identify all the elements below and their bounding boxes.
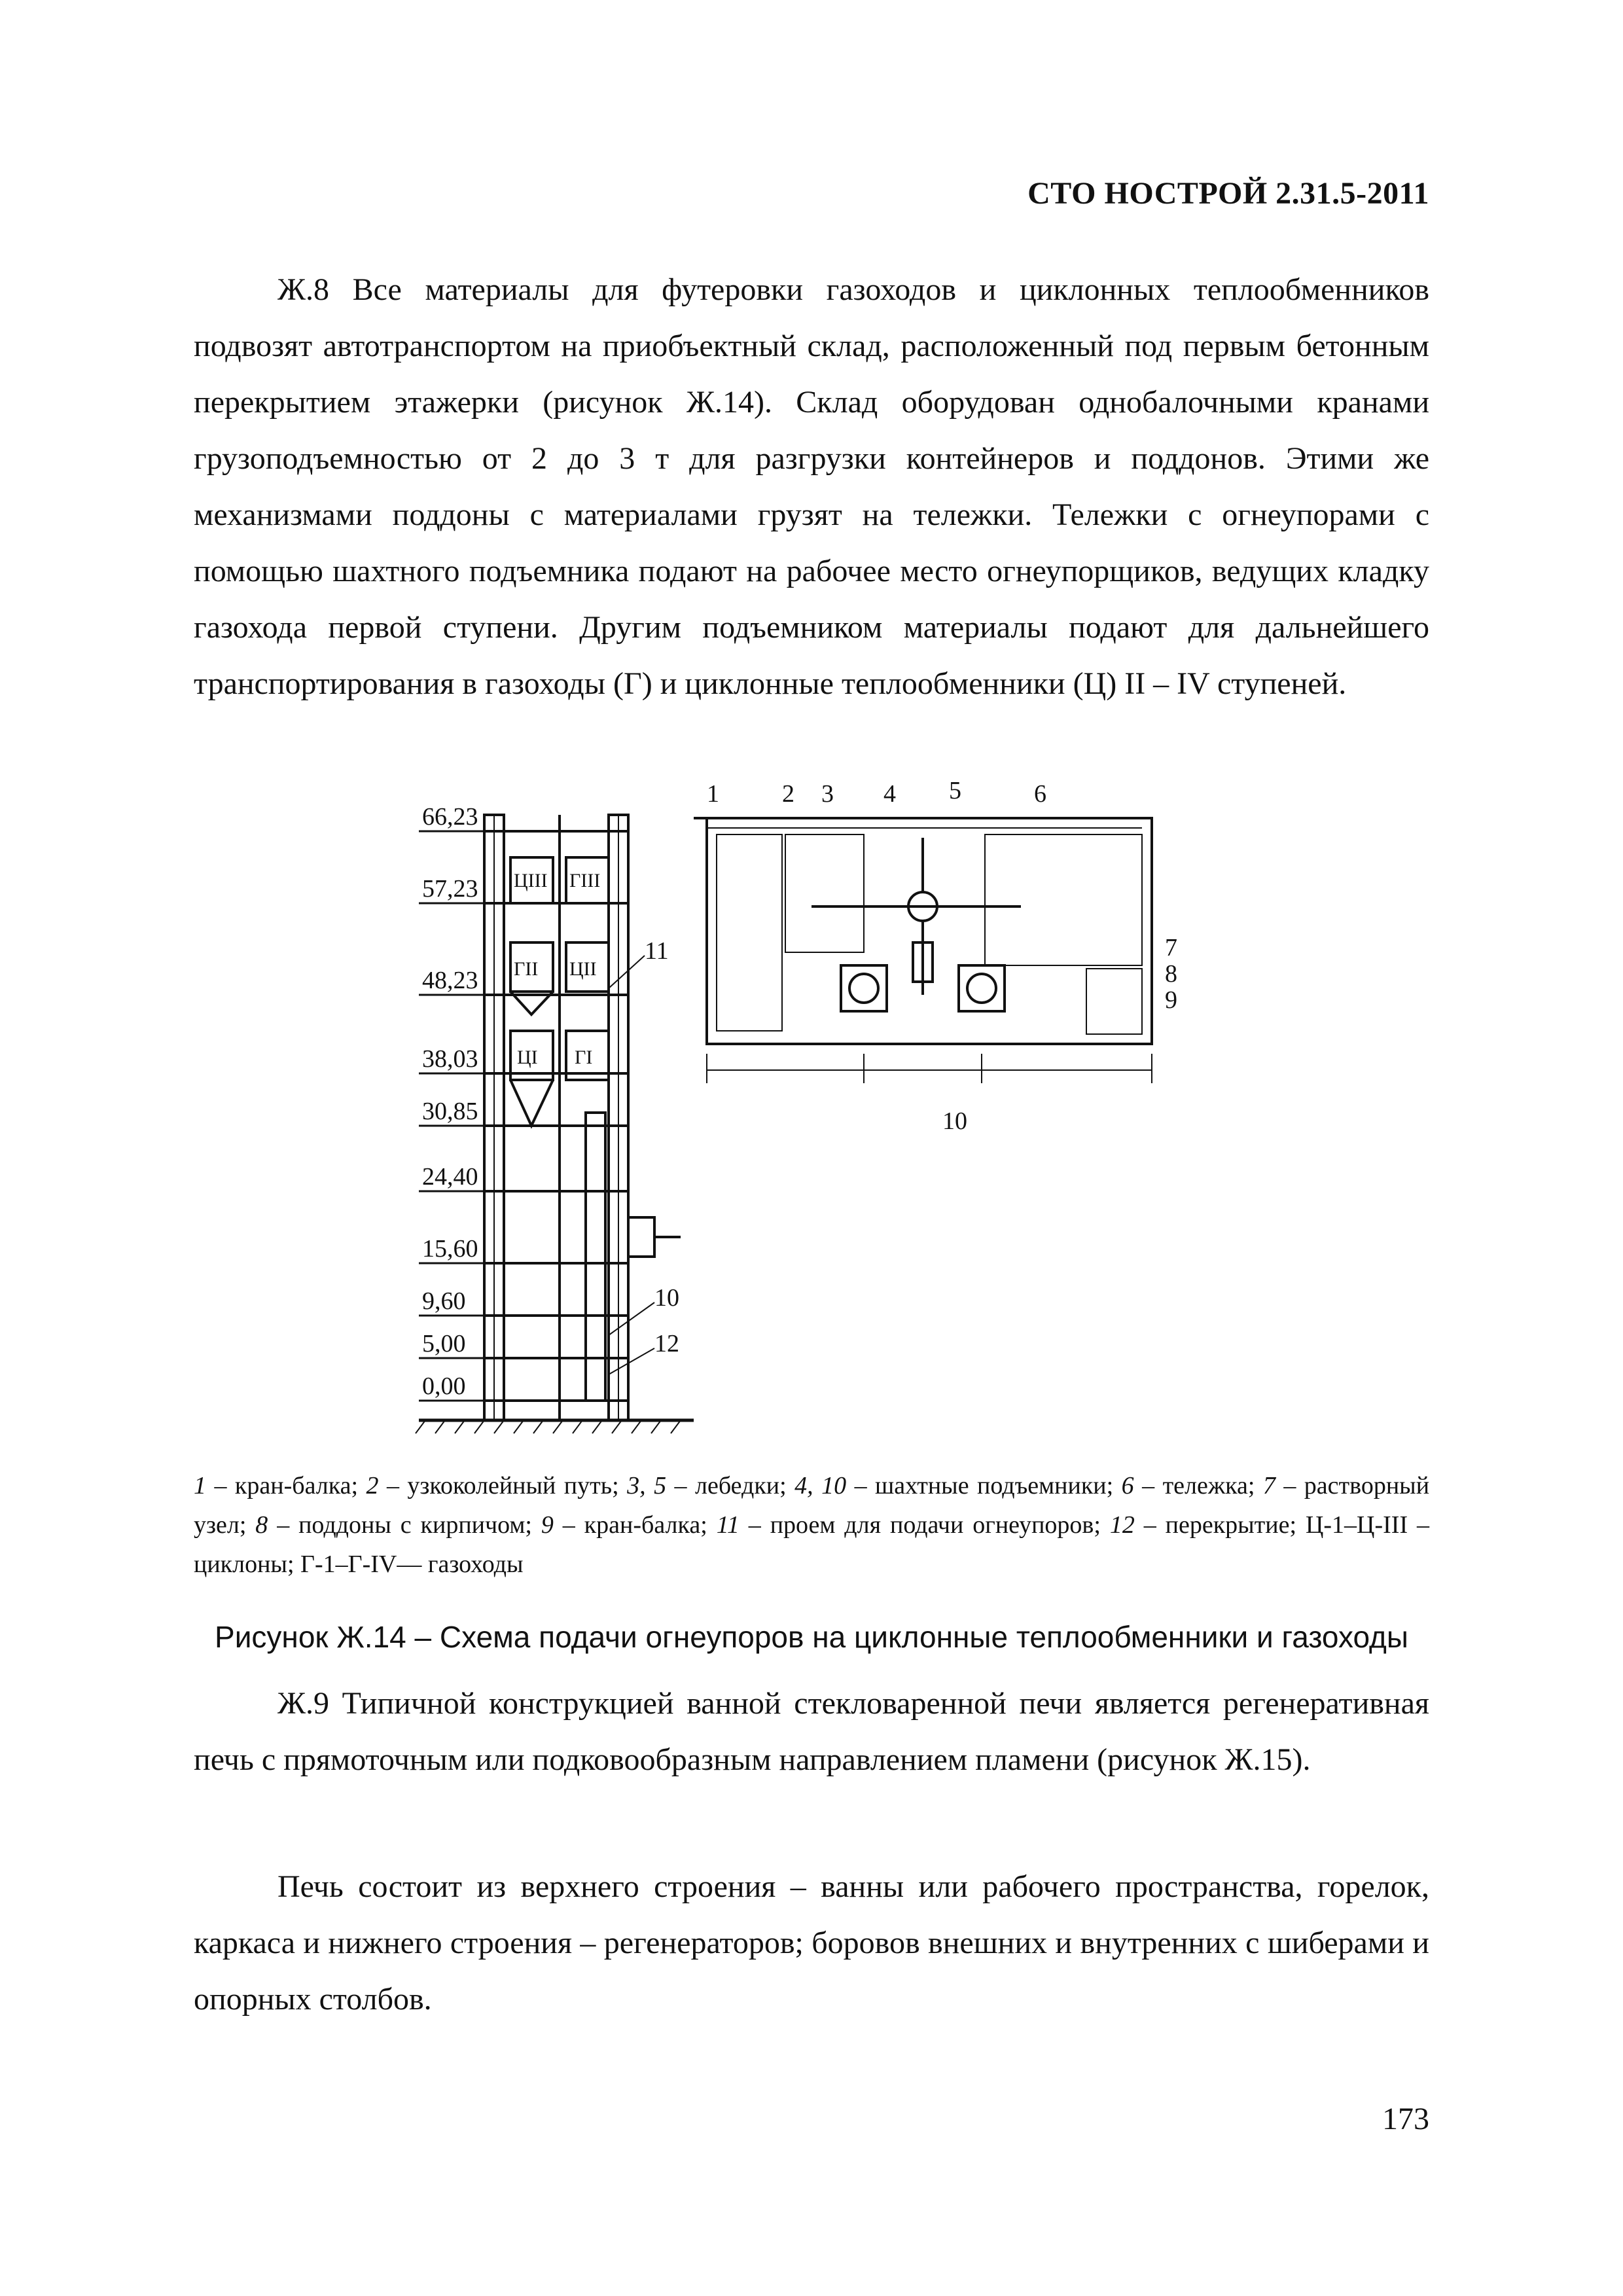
document-header: СТО НОСТРОЙ 2.31.5-2011	[1027, 176, 1429, 211]
section-label: ГII	[514, 958, 539, 980]
elevation-label: 66,23	[422, 803, 478, 831]
figure-legend	[194, 1466, 1429, 1584]
legend-number: 12	[1109, 1511, 1135, 1539]
legend-number: 8	[255, 1511, 268, 1539]
elevation-label: 9,60	[422, 1287, 466, 1315]
legend-text: – кран-балка;	[206, 1472, 366, 1499]
elevation-label: 0,00	[422, 1372, 466, 1400]
section-label: ГI	[575, 1047, 593, 1068]
callout-label: 3	[821, 780, 834, 808]
callout-label: 7	[1165, 934, 1177, 961]
elevation-label: 24,40	[422, 1163, 478, 1191]
legend-number: 9	[541, 1511, 554, 1539]
section-labels	[514, 870, 600, 1068]
elevation-label: 57,23	[422, 875, 478, 903]
legend-number: 3, 5	[627, 1472, 667, 1499]
legend-number: 2	[366, 1472, 379, 1499]
legend-text: – тележка;	[1133, 1472, 1263, 1499]
callout-label: 10	[654, 1284, 679, 1312]
legend-text: – шахтные подъемники;	[846, 1472, 1122, 1499]
callout-label: 1	[707, 780, 719, 808]
legend-number: 1	[194, 1472, 206, 1499]
figure-caption: Рисунок Ж.14 – Схема подачи огнеупоров на циклонные теплообменники и газоходы	[215, 1620, 1408, 1654]
page-number: 173	[1382, 2102, 1429, 2136]
legend-text: – перекрытие; Ц-1–Ц-III – циклоны; Г-1–Г-IV— газоходы	[194, 1511, 1429, 1578]
paragraph-furnace: Печь состоит из верхнего строения – ванны или рабочего пространства, горелок, каркаса и нижнего строения – регенераторов; боровов внешних и внутренних с шиберами и опорных столбов.	[194, 1869, 1429, 2017]
plan-drawing	[694, 818, 1152, 1083]
legend-text: – растворный узел;	[194, 1472, 1430, 1539]
elevation-labels	[422, 803, 478, 1400]
section-label: ЦII	[569, 958, 597, 980]
section-callouts	[609, 937, 679, 1374]
legend-text: – проем для подачи огнеупоров;	[739, 1511, 1110, 1539]
callout-label: 5	[949, 777, 961, 804]
callout-label: 4	[883, 780, 896, 808]
callout-label: 9	[1165, 986, 1177, 1014]
callout-label: 10	[942, 1107, 967, 1135]
callout-label: 11	[645, 937, 669, 965]
elevation-label: 48,23	[422, 967, 478, 994]
section-label: ГIII	[569, 870, 601, 891]
section-label: ЦIII	[514, 870, 548, 891]
paragraph-zh8: Ж.8 Все материалы для футеровки газоходов и циклонных теплообменников подвозят автотранспортом на приобъектный склад, расположенный под первым бетонным перекрытием этажерки (рисунок Ж.14). Склад оборудован однобалочными кранами грузоподъемностью от 2 до 3 т для разгрузки контейнеров и поддонов. Этими же механизмами поддоны с материалами грузят на тележки. Тележки с огнеупорами с помощью шахтного подъемника подают на рабочее место огнеупорщиков, ведущих кладку газохода первой ступени. Другим подъемником материалы подают для дальнейшего транспортирования в газоходы (Г) и циклонные теплообменники (Ц) II – IV ступеней.	[194, 272, 1429, 701]
plan-callouts	[707, 777, 1177, 1135]
legend-text: – узкоколейный путь;	[378, 1472, 628, 1499]
elevation-label: 15,60	[422, 1235, 478, 1263]
elevation-label: 5,00	[422, 1330, 466, 1357]
section-label: ЦI	[517, 1047, 538, 1068]
elevation-label: 38,03	[422, 1045, 478, 1073]
legend-number: 7	[1262, 1472, 1275, 1499]
legend-text: – лебедки;	[666, 1472, 795, 1499]
paragraph-zh9: Ж.9 Типичной конструкцией ванной стекловаренной печи является регенеративная печь с прямоточным или подковообразным направлением пламени (рисунок Ж.15).	[194, 1686, 1429, 1777]
callout-label: 12	[654, 1330, 679, 1357]
callout-label: 2	[782, 780, 794, 808]
callout-label: 8	[1165, 960, 1177, 988]
legend-number: 4, 10	[794, 1472, 847, 1499]
elevation-label: 30,85	[422, 1098, 478, 1125]
legend-number: 6	[1121, 1472, 1134, 1499]
legend-text: – поддоны с кирпичом;	[268, 1511, 541, 1539]
legend-text: – кран-балка;	[553, 1511, 717, 1539]
legend-number: 11	[716, 1511, 740, 1539]
callout-label: 6	[1034, 780, 1046, 808]
